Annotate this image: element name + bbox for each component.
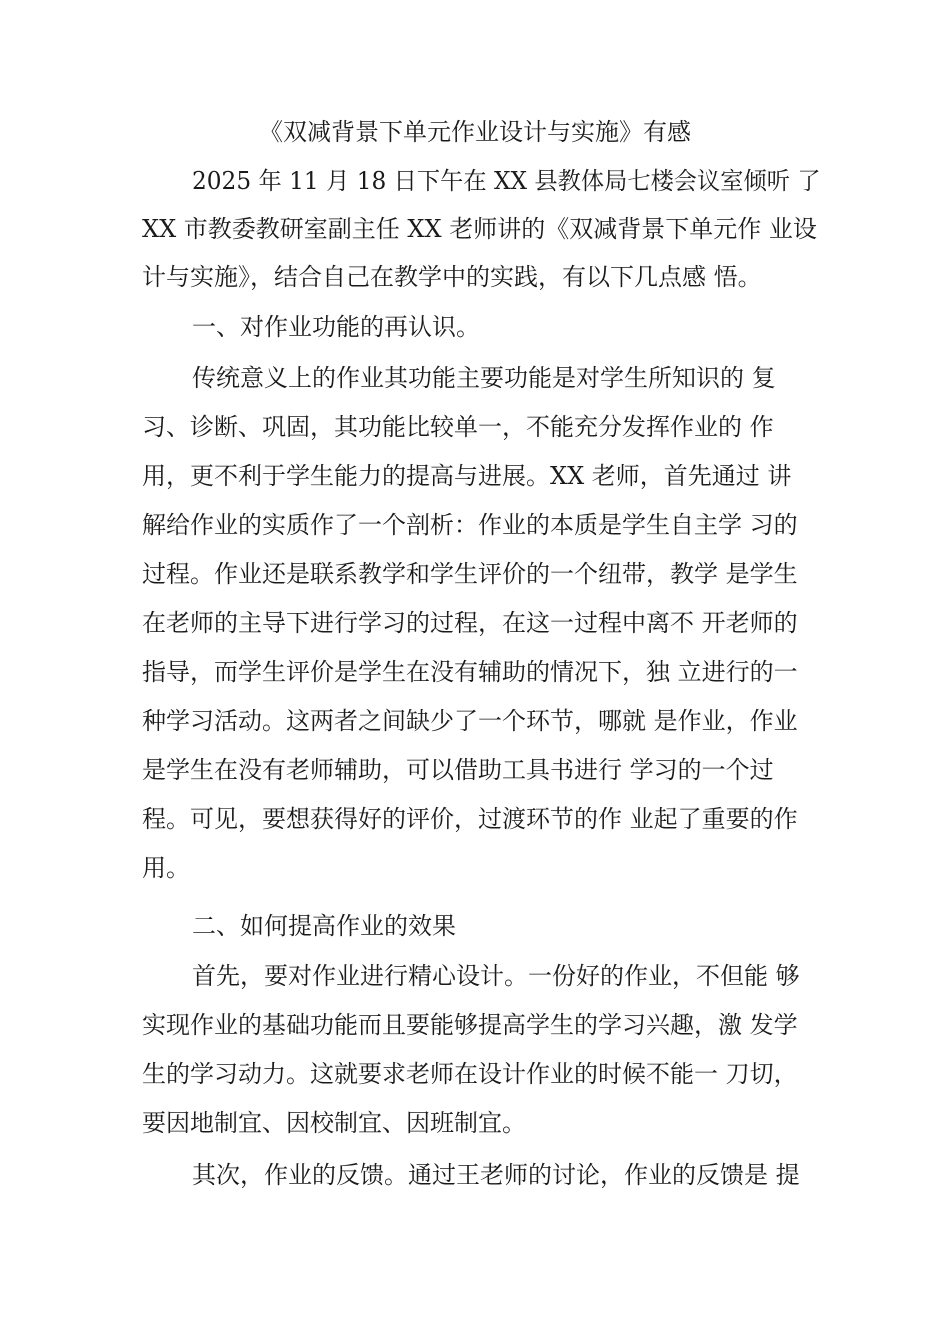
paragraph-line: 2025 年 11 月 18 日下午在 XX 县教体局七楼会议室倾听 了	[192, 167, 821, 195]
paragraph-line: 在老师的主导下进行学习的过程，在这一过程中离不 开老师的	[142, 609, 798, 637]
paragraph-line: 用。	[142, 854, 190, 882]
paragraph-line: 用，更不利于学生能力的提高与进展。XX 老师，首先通过 讲	[142, 462, 792, 490]
paragraph-line: 是学生在没有老师辅助，可以借助工具书进行 学习的一个过	[142, 756, 774, 784]
paragraph-line: 传统意义上的作业其功能主要功能是对学生所知识的 复	[192, 364, 776, 392]
paragraph-line: 解给作业的实质作了一个剖析：作业的本质是学生自主学 习的	[142, 511, 798, 539]
section-heading: 二、如何提高作业的效果	[192, 912, 456, 940]
paragraph-line: 要因地制宜、因校制宜、因班制宜。	[142, 1109, 526, 1137]
document-title: 《双减背景下单元作业设计与实施》有感	[259, 118, 691, 146]
paragraph-line: 首先，要对作业进行精心设计。一份好的作业，不但能 够	[192, 962, 800, 990]
paragraph-line: 过程。作业还是联系教学和学生评价的一个纽带，教学 是学生	[142, 560, 798, 588]
paragraph-line: 生的学习动力。这就要求老师在设计作业的时候不能一 刀切，	[142, 1060, 798, 1088]
paragraph-line: 种学习活动。这两者之间缺少了一个环节，哪就 是作业，作业	[142, 707, 798, 735]
paragraph-line: XX 市教委教研室副主任 XX 老师讲的《双减背景下单元作 业设	[142, 215, 817, 243]
paragraph-line: 实现作业的基础功能而且要能够提高学生的学习兴趣，激 发学	[142, 1011, 798, 1039]
paragraph-line: 计与实施》，结合自己在教学中的实践，有以下几点感 悟。	[142, 263, 762, 291]
paragraph-line: 程。可见，要想获得好的评价，过渡环节的作 业起了重要的作	[142, 805, 798, 833]
paragraph-line: 习、诊断、巩固，其功能比较单一，不能充分发挥作业的 作	[142, 413, 774, 441]
paragraph-line: 其次，作业的反馈。通过王老师的讨论，作业的反馈是 提	[192, 1161, 800, 1189]
section-heading: 一、对作业功能的再认识。	[192, 313, 480, 341]
paragraph-line: 指导，而学生评价是学生在没有辅助的情况下，独 立进行的一	[142, 658, 798, 686]
